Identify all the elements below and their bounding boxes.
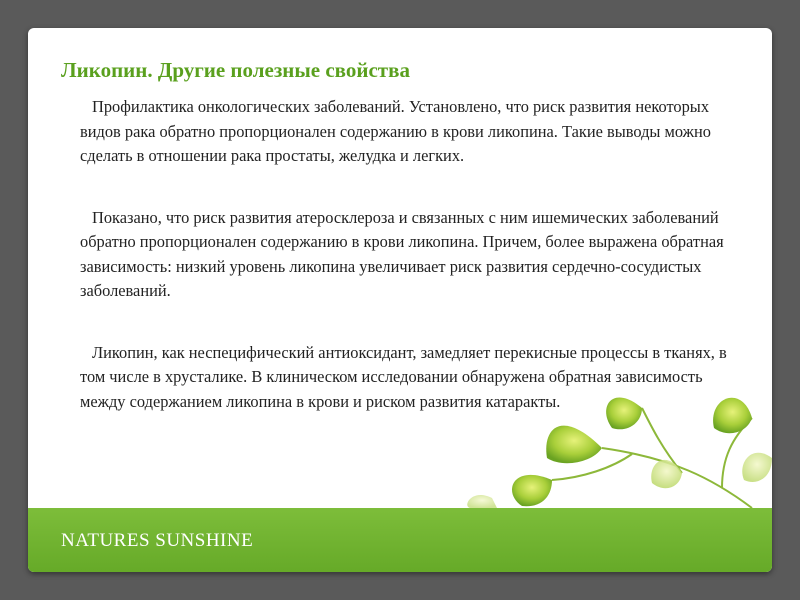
slide-title: Ликопин. Другие полезные свойства xyxy=(61,58,410,82)
brand-logo: NATURES SUNSHINE xyxy=(61,530,254,551)
paragraph-atherosclerosis: Показано, что риск развития атеросклероза и связанных с ним ишемических заболеваний обратно пропорционален содержанию в крови ликопина. Причем, более выражена обратная зависимость: низкий уровень ликопина увеличивает риск развития сердечно-сосудистых заболеваний. xyxy=(80,207,724,300)
paragraph-cancer-prevention: Профилактика онкологических заболеваний. Установлено, что риск развития некоторых видов рака обратно пропорционален содержанию в крови ликопина. Такие выводы можно сделать в отношении рака простаты, желудка и легких. xyxy=(80,97,711,165)
paragraph-antioxidant: Ликопин, как неспецифический антиоксидант, замедляет перекисные процессы в тканях, в том числе в хрусталике. В клиническом исследовании обнаружена обратная зависимость между содержанием ликопина в крови и риском развития катаракты. xyxy=(80,342,727,411)
slide xyxy=(28,28,772,572)
footer-bar xyxy=(28,508,772,572)
ginkgo-leaves-decoration xyxy=(452,388,772,508)
